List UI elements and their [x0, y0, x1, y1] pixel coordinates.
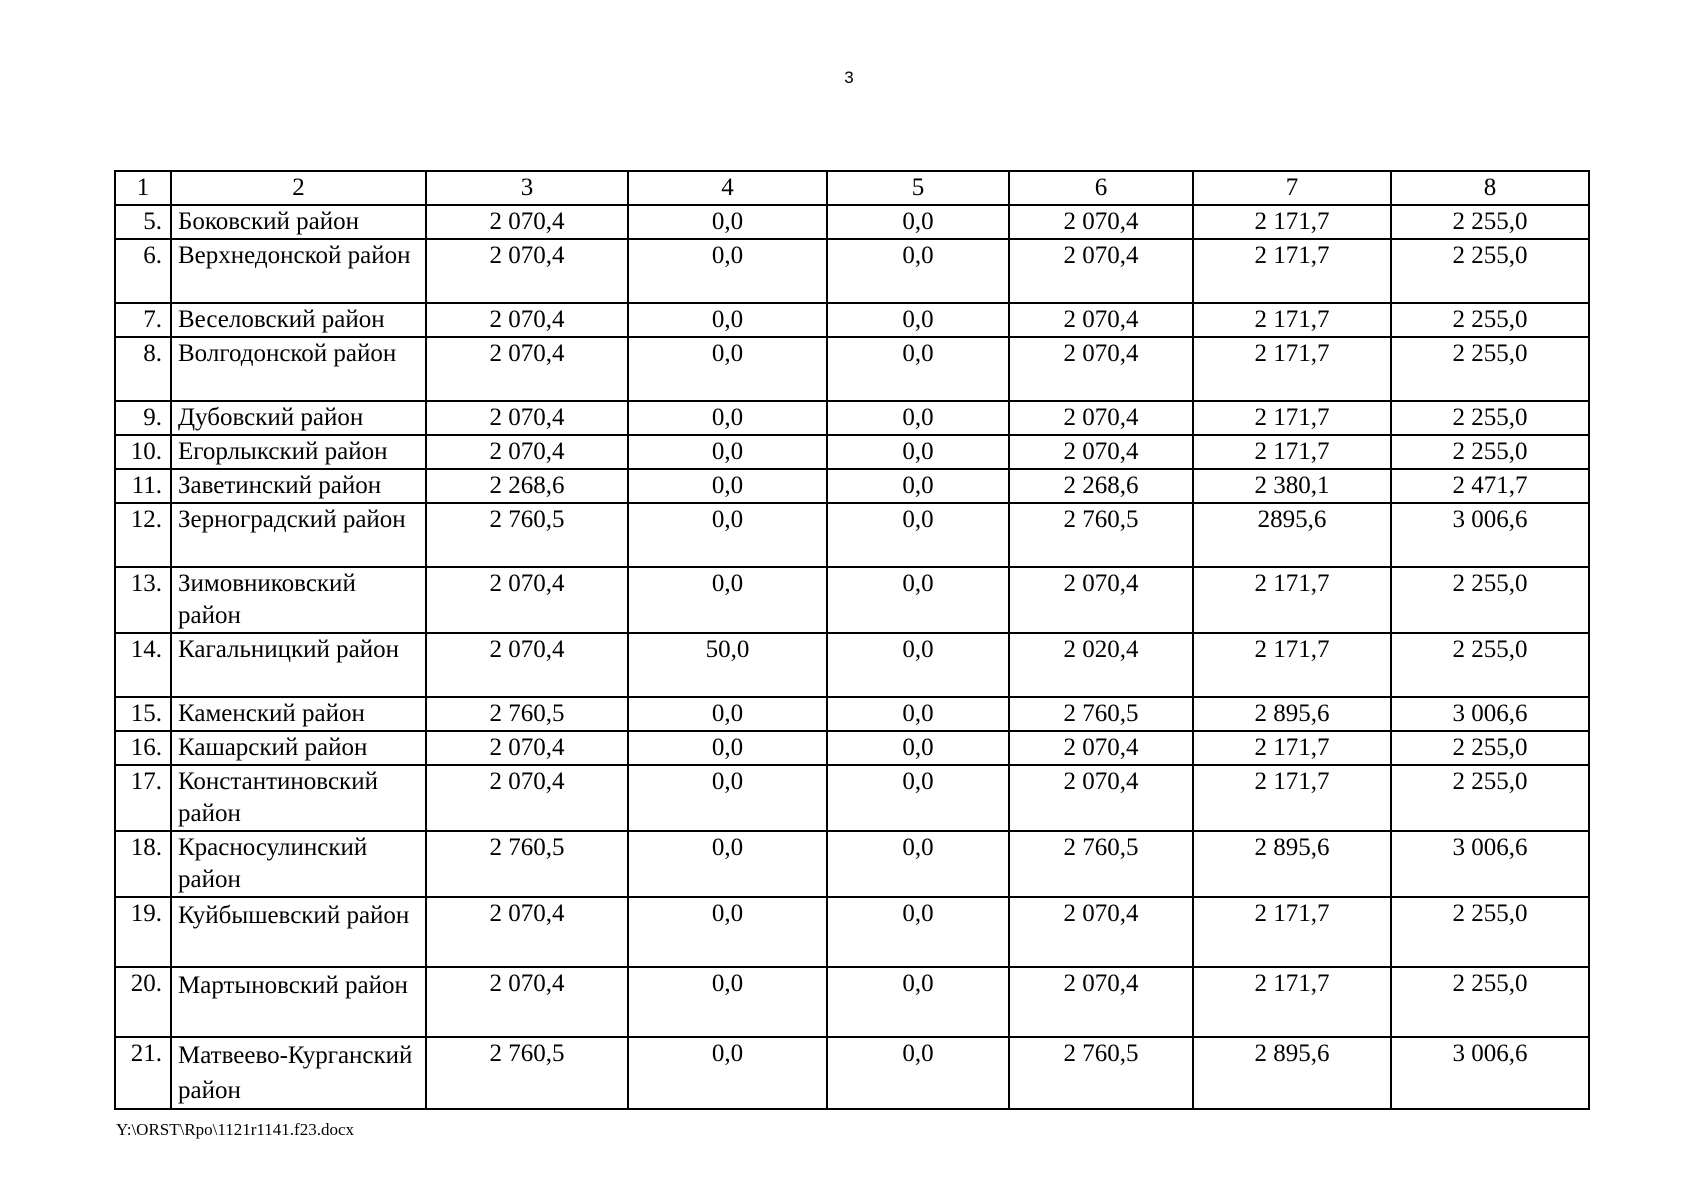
- value-cell: 2 070,4: [1009, 897, 1193, 967]
- value-cell: 2 070,4: [1009, 401, 1193, 435]
- value-cell: 2 020,4: [1009, 633, 1193, 697]
- value-cell: 0,0: [628, 303, 827, 337]
- value-cell: 0,0: [628, 503, 827, 567]
- value-cell: 2 171,7: [1193, 765, 1391, 831]
- value-cell: 3 006,6: [1391, 1037, 1589, 1109]
- value-cell: 2 255,0: [1391, 567, 1589, 633]
- value-cell: 2 171,7: [1193, 239, 1391, 303]
- table-row: [115, 503, 1589, 567]
- value-cell: 2 171,7: [1193, 567, 1391, 633]
- district-table: [114, 170, 1590, 1110]
- value-cell: 2 171,7: [1193, 205, 1391, 239]
- table-row: [115, 1037, 1589, 1109]
- row-number: 8.: [115, 337, 171, 401]
- district-name: Заветинский район: [171, 469, 426, 503]
- value-cell: 0,0: [628, 1037, 827, 1109]
- value-cell: 2 171,7: [1193, 633, 1391, 697]
- value-cell: 0,0: [628, 831, 827, 897]
- district-name: Кашарский район: [171, 731, 426, 765]
- table-row: [115, 897, 1589, 967]
- value-cell: 0,0: [628, 435, 827, 469]
- value-cell: 2 255,0: [1391, 897, 1589, 967]
- column-number-header: 6: [1009, 171, 1193, 205]
- value-cell: 2 255,0: [1391, 731, 1589, 765]
- value-cell: 2 171,7: [1193, 731, 1391, 765]
- value-cell: 0,0: [628, 897, 827, 967]
- value-cell: 2 070,4: [426, 239, 628, 303]
- column-number-header: 4: [628, 171, 827, 205]
- value-cell: 2 070,4: [1009, 337, 1193, 401]
- value-cell: 2 070,4: [426, 765, 628, 831]
- table-row: [115, 435, 1589, 469]
- value-cell: 3 006,6: [1391, 503, 1589, 567]
- column-number-header: 5: [827, 171, 1009, 205]
- table-row: [115, 337, 1589, 401]
- district-name: Мартыновский район: [171, 967, 426, 1037]
- page-number: 3: [844, 68, 854, 87]
- value-cell: 2 760,5: [426, 503, 628, 567]
- value-cell: 0,0: [827, 633, 1009, 697]
- value-cell: 2 070,4: [426, 303, 628, 337]
- value-cell: 0,0: [827, 205, 1009, 239]
- table-row: [115, 303, 1589, 337]
- row-number: 6.: [115, 239, 171, 303]
- district-name: Кагальницкий район: [171, 633, 426, 697]
- value-cell: 0,0: [827, 435, 1009, 469]
- file-path-footer: Y:\ORST\Rpo\1121r1141.f23.docx: [116, 1120, 355, 1139]
- value-cell: 2 070,4: [426, 633, 628, 697]
- value-cell: 2 070,4: [426, 337, 628, 401]
- value-cell: 2 070,4: [1009, 731, 1193, 765]
- value-cell: 2 255,0: [1391, 401, 1589, 435]
- value-cell: 50,0: [628, 633, 827, 697]
- value-cell: 2 171,7: [1193, 897, 1391, 967]
- table-row: [115, 401, 1589, 435]
- row-number: 21.: [115, 1037, 171, 1109]
- value-cell: 2 171,7: [1193, 337, 1391, 401]
- value-cell: 2 255,0: [1391, 765, 1589, 831]
- value-cell: 2 255,0: [1391, 205, 1589, 239]
- value-cell: 3 006,6: [1391, 697, 1589, 731]
- row-number: 17.: [115, 765, 171, 831]
- value-cell: 2 070,4: [1009, 765, 1193, 831]
- district-name: Боковский район: [171, 205, 426, 239]
- row-number: 11.: [115, 469, 171, 503]
- value-cell: 2 070,4: [426, 967, 628, 1037]
- value-cell: 0,0: [628, 765, 827, 831]
- value-cell: 2 171,7: [1193, 303, 1391, 337]
- value-cell: 2 070,4: [1009, 567, 1193, 633]
- row-number: 15.: [115, 697, 171, 731]
- column-number-header: 2: [171, 171, 426, 205]
- value-cell: 2 070,4: [426, 897, 628, 967]
- value-cell: 2 760,5: [426, 831, 628, 897]
- value-cell: 0,0: [827, 731, 1009, 765]
- table-row: [115, 967, 1589, 1037]
- value-cell: 2 171,7: [1193, 967, 1391, 1037]
- value-cell: 2 070,4: [1009, 205, 1193, 239]
- value-cell: 0,0: [827, 697, 1009, 731]
- value-cell: 0,0: [827, 337, 1009, 401]
- district-name: Каменский район: [171, 697, 426, 731]
- value-cell: 2 760,5: [1009, 503, 1193, 567]
- value-cell: 2 070,4: [1009, 967, 1193, 1037]
- value-cell: 3 006,6: [1391, 831, 1589, 897]
- row-number: 10.: [115, 435, 171, 469]
- table-header-row: [115, 171, 1589, 205]
- value-cell: 0,0: [827, 469, 1009, 503]
- table-row: [115, 239, 1589, 303]
- row-number: 20.: [115, 967, 171, 1037]
- value-cell: 0,0: [628, 731, 827, 765]
- district-name: Зерноградский район: [171, 503, 426, 567]
- value-cell: 0,0: [628, 967, 827, 1037]
- value-cell: 0,0: [628, 205, 827, 239]
- district-name: Константиновский район: [171, 765, 426, 831]
- value-cell: 0,0: [628, 239, 827, 303]
- row-number: 18.: [115, 831, 171, 897]
- row-number: 9.: [115, 401, 171, 435]
- district-name: Зимовниковский район: [171, 567, 426, 633]
- value-cell: 2 760,5: [1009, 831, 1193, 897]
- row-number: 5.: [115, 205, 171, 239]
- table-row: [115, 831, 1589, 897]
- value-cell: 0,0: [827, 897, 1009, 967]
- value-cell: 2 895,6: [1193, 697, 1391, 731]
- value-cell: 2 070,4: [1009, 435, 1193, 469]
- value-cell: 2 760,5: [426, 1037, 628, 1109]
- value-cell: 2895,6: [1193, 503, 1391, 567]
- value-cell: 0,0: [628, 697, 827, 731]
- value-cell: 2 070,4: [426, 731, 628, 765]
- table-row: [115, 731, 1589, 765]
- value-cell: 2 760,5: [1009, 697, 1193, 731]
- column-number-header: 1: [115, 171, 171, 205]
- value-cell: 2 380,1: [1193, 469, 1391, 503]
- table-row: [115, 205, 1589, 239]
- row-number: 16.: [115, 731, 171, 765]
- value-cell: 2 255,0: [1391, 239, 1589, 303]
- value-cell: 0,0: [628, 337, 827, 401]
- value-cell: 0,0: [827, 239, 1009, 303]
- value-cell: 0,0: [827, 303, 1009, 337]
- district-name: Волгодонской район: [171, 337, 426, 401]
- value-cell: 2 471,7: [1391, 469, 1589, 503]
- value-cell: 0,0: [827, 967, 1009, 1037]
- row-number: 7.: [115, 303, 171, 337]
- value-cell: 2 070,4: [1009, 303, 1193, 337]
- value-cell: 2 255,0: [1391, 303, 1589, 337]
- district-name: Веселовский район: [171, 303, 426, 337]
- column-number-header: 7: [1193, 171, 1391, 205]
- value-cell: 0,0: [827, 765, 1009, 831]
- column-number-header: 8: [1391, 171, 1589, 205]
- row-number: 19.: [115, 897, 171, 967]
- value-cell: 2 070,4: [426, 401, 628, 435]
- district-name: Верхнедонской район: [171, 239, 426, 303]
- value-cell: 0,0: [827, 831, 1009, 897]
- district-name: Красносулинский район: [171, 831, 426, 897]
- district-name: Дубовский район: [171, 401, 426, 435]
- table-row: [115, 469, 1589, 503]
- value-cell: 2 255,0: [1391, 435, 1589, 469]
- value-cell: 0,0: [827, 567, 1009, 633]
- value-cell: 2 760,5: [1009, 1037, 1193, 1109]
- table-row: [115, 697, 1589, 731]
- value-cell: 2 070,4: [426, 205, 628, 239]
- value-cell: 2 760,5: [426, 697, 628, 731]
- district-name: Куйбышевский район: [171, 897, 426, 967]
- value-cell: 2 895,6: [1193, 1037, 1391, 1109]
- value-cell: 2 268,6: [426, 469, 628, 503]
- value-cell: 2 255,0: [1391, 633, 1589, 697]
- value-cell: 2 255,0: [1391, 337, 1589, 401]
- district-name: Матвеево-Курганский район: [171, 1037, 426, 1109]
- row-number: 12.: [115, 503, 171, 567]
- value-cell: 2 255,0: [1391, 967, 1589, 1037]
- value-cell: 0,0: [827, 503, 1009, 567]
- value-cell: 2 070,4: [426, 567, 628, 633]
- row-number: 14.: [115, 633, 171, 697]
- value-cell: 0,0: [827, 401, 1009, 435]
- value-cell: 2 070,4: [426, 435, 628, 469]
- value-cell: 0,0: [628, 567, 827, 633]
- row-number: 13.: [115, 567, 171, 633]
- column-number-header: 3: [426, 171, 628, 205]
- value-cell: 2 171,7: [1193, 435, 1391, 469]
- value-cell: 2 070,4: [1009, 239, 1193, 303]
- table-row: [115, 567, 1589, 633]
- value-cell: 2 171,7: [1193, 401, 1391, 435]
- value-cell: 0,0: [628, 469, 827, 503]
- value-cell: 2 268,6: [1009, 469, 1193, 503]
- table-row: [115, 633, 1589, 697]
- value-cell: 2 895,6: [1193, 831, 1391, 897]
- value-cell: 0,0: [827, 1037, 1009, 1109]
- table-row: [115, 765, 1589, 831]
- value-cell: 0,0: [628, 401, 827, 435]
- district-name: Егорлыкский район: [171, 435, 426, 469]
